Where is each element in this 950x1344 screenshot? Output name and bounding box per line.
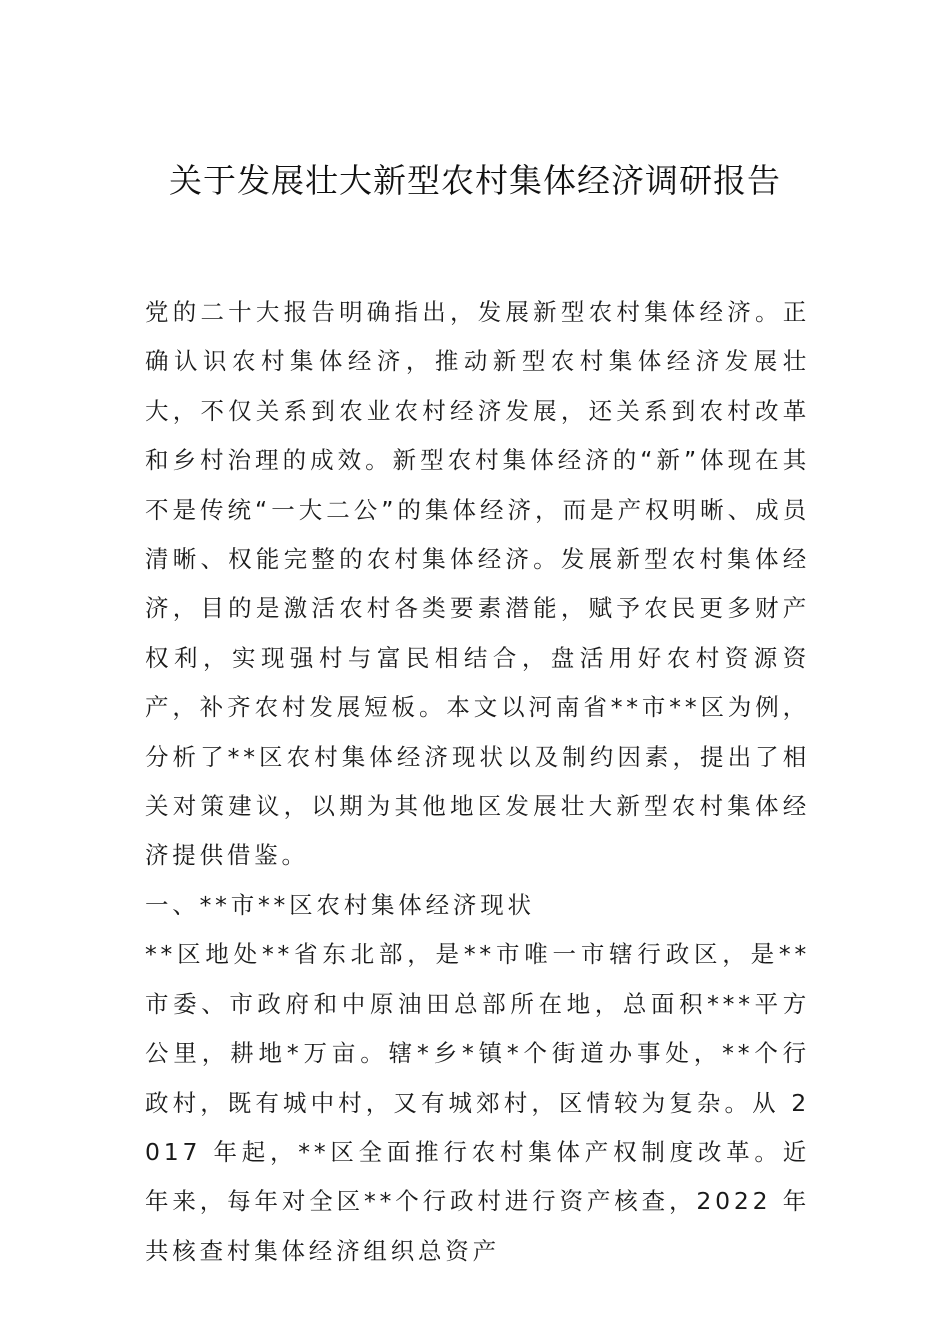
intro-paragraph: 党的二十大报告明确指出，发展新型农村集体经济。正确认识农村集体经济，推动新型农村集体经济发展壮大，不仅关系到农业农村经济发展，还关系到农村改革和乡村治理的成效。新型农村集体经济的“新”体现在其不是传统“一大二公”的集体经济，而是产权明晰、成员清晰、权能完整的农村集体经济。发展新型农村集体经济，目的是激活农村各类要素潜能，赋予农民更多财产权利，实现强村与富民相结合，盘活用好农村资源资产，补齐农村发展短板。本文以河南省**市**区为例，分析了**区农村集体经济现状以及制约因素，提出了相关对策建议，以期为其他地区发展壮大新型农村集体经济提供借鉴。 [145,298,810,870]
section-heading: 一、**市**区农村集体经济现状 [145,890,535,919]
section-paragraph: **区地处**省东北部，是**市唯一市辖行政区，是**市委、市政府和中原油田总部所在地，总面积***平方公里，耕地*万亩。辖*乡*镇*个街道办事处，**个行政村，既有城中村，又有城郊村，区情较为复杂。从 2017 年起，**区全面推行农村集体产权制度改革。近年来，每年对全区**个行政村进行资产核查，2022 年共核查村集体经济组织总资产 [145,940,810,1265]
document-title: 关于发展壮大新型农村集体经济调研报告 [169,161,781,200]
document-body [145,288,810,1276]
